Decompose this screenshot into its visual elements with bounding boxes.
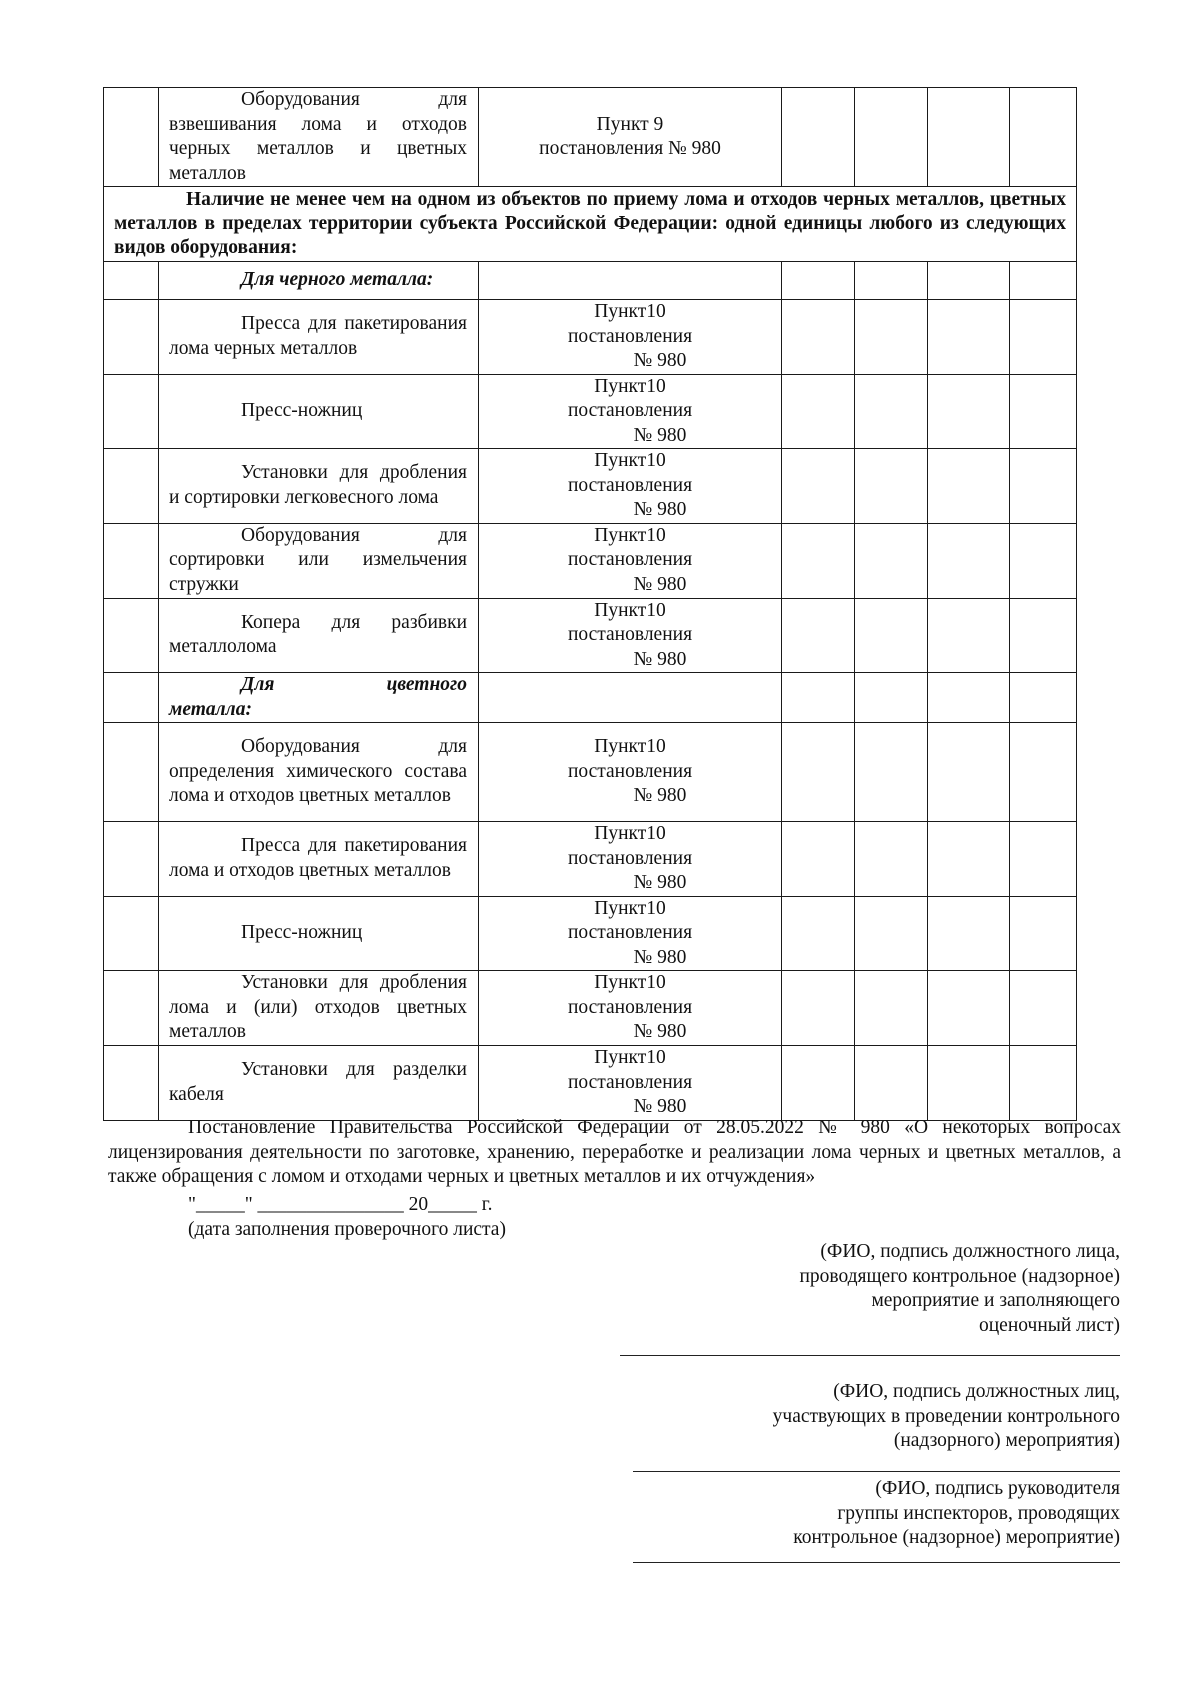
- answer-na-cell: [928, 822, 1010, 897]
- table-row: [104, 374, 1077, 449]
- sub-heading-line: [169, 673, 467, 698]
- comment-cell: [1010, 300, 1077, 375]
- description-cell: [159, 88, 479, 187]
- reference-line: Пункт10: [594, 599, 666, 621]
- description-cell: [159, 822, 479, 897]
- answer-no-cell: [855, 598, 928, 673]
- signature-line-group-leader: [633, 1562, 1120, 1563]
- reference-line: постановления: [567, 847, 693, 869]
- signature-caption-group-leader: [793, 1477, 1120, 1551]
- answer-yes-cell: [782, 723, 855, 822]
- row-number-cell: [104, 896, 159, 971]
- reference-line: постановления: [567, 549, 693, 571]
- reference-line: Пункт10: [594, 450, 666, 471]
- sub-heading-word: цветного: [386, 674, 467, 695]
- reference-cell: [479, 523, 782, 598]
- reference-cell: [479, 822, 782, 897]
- signature-caption-line: (надзорного) мероприятия): [893, 1430, 1120, 1451]
- reference-line: № 980: [633, 1096, 687, 1117]
- subheading-cell: [159, 262, 479, 300]
- answer-no-cell: [855, 971, 928, 1046]
- answer-no-cell: [855, 723, 928, 822]
- row-number-cell: [104, 262, 159, 300]
- signature-line-participants: [633, 1471, 1120, 1472]
- group-heading: Наличие не менее чем на одном из объектов по приему лома и отходов черных металлов, цветных металлов в пределах территории субъекта Российской Федерации: одной единицы любого из следующих видов оборудования:: [114, 189, 1066, 258]
- table-row: [104, 262, 1077, 300]
- requirement-description: Оборудования для сортировки или измельчения стружки: [169, 524, 467, 595]
- description-cell: [159, 1046, 479, 1121]
- comment-cell: [1010, 523, 1077, 598]
- row-number-cell: [104, 523, 159, 598]
- reference-line: Пункт10: [594, 736, 666, 758]
- answer-yes-cell: [782, 449, 855, 524]
- description-cell: [159, 523, 479, 598]
- answer-no-cell: [855, 449, 928, 524]
- reference-line: № 980: [633, 350, 687, 371]
- row-number-cell: [104, 88, 159, 187]
- table-row: [104, 822, 1077, 897]
- comment-cell: [1010, 88, 1077, 187]
- reference-line: Пункт10: [594, 1047, 666, 1068]
- answer-na-cell: [928, 374, 1010, 449]
- answer-yes-cell: [782, 374, 855, 449]
- signature-caption-line: участвующих в проведении контрольного: [772, 1405, 1120, 1427]
- reference-line: Пункт10: [594, 524, 666, 546]
- group-heading-cell: [104, 187, 1077, 262]
- reference-cell: [479, 971, 782, 1046]
- subheading-cell: [159, 673, 479, 723]
- answer-yes-cell: [782, 262, 855, 300]
- answer-na-cell: [928, 896, 1010, 971]
- signature-caption-line: группы инспекторов, проводящих: [837, 1502, 1120, 1524]
- reference-line: № 980: [633, 872, 687, 893]
- row-number-cell: [104, 822, 159, 897]
- answer-yes-cell: [782, 896, 855, 971]
- answer-yes-cell: [782, 523, 855, 598]
- comment-cell: [1010, 1046, 1077, 1121]
- reference-cell: [479, 88, 782, 187]
- answer-no-cell: [855, 1046, 928, 1121]
- signature-caption-line: оценочный лист): [978, 1314, 1120, 1336]
- row-number-cell: [104, 374, 159, 449]
- row-number-cell: [104, 300, 159, 375]
- requirement-description: Установки для дробления лома и (или) отходов цветных металлов: [169, 972, 467, 1043]
- description-cell: [159, 598, 479, 673]
- reference-line: постановления № 980: [539, 138, 721, 159]
- comment-cell: [1010, 598, 1077, 673]
- sub-heading: Для черного металла:: [241, 269, 434, 291]
- requirement-description: Пресса для пакетирования лома черных металлов: [169, 313, 467, 359]
- table-row: [104, 971, 1077, 1046]
- table-row: [104, 598, 1077, 673]
- signature-caption-line: мероприятие и заполняющего: [871, 1290, 1120, 1311]
- table-body: [104, 88, 1077, 1121]
- answer-na-cell: [928, 598, 1010, 673]
- comment-cell: [1010, 673, 1077, 723]
- requirement-description: Пресс-ножниц: [241, 922, 363, 943]
- table-row: [104, 449, 1077, 524]
- answer-no-cell: [855, 822, 928, 897]
- reference-line: Пункт10: [594, 897, 666, 919]
- reference-line: постановления: [567, 624, 693, 645]
- description-cell: [159, 449, 479, 524]
- answer-no-cell: [855, 523, 928, 598]
- reference-line: постановления: [567, 1071, 693, 1093]
- answer-yes-cell: [782, 88, 855, 187]
- sub-heading-line: металла:: [169, 698, 252, 720]
- signature-line-official: [620, 1355, 1120, 1356]
- answer-na-cell: [928, 300, 1010, 375]
- row-number-cell: [104, 1046, 159, 1121]
- requirement-description: Пресса для пакетирования лома и отходов цветных металлов: [169, 835, 467, 881]
- signature-caption-participants: [773, 1380, 1120, 1454]
- requirement-description: Установки для дробления и сортировки легковесного лома: [169, 462, 467, 508]
- answer-na-cell: [928, 971, 1010, 1046]
- reference-line: Пункт 9: [596, 113, 664, 135]
- answer-yes-cell: [782, 822, 855, 897]
- reference-cell: [479, 598, 782, 673]
- reference-cell: [479, 896, 782, 971]
- reference-line: № 980: [633, 573, 687, 595]
- answer-no-cell: [855, 374, 928, 449]
- comment-cell: [1010, 822, 1077, 897]
- answer-yes-cell: [782, 1046, 855, 1121]
- regulation-footnote: Постановление Правительства Российской Федерации от 28.05.2022 № 980 «О некоторых вопросах лицензирования деятельности по заготовке, хранению, переработке и реализации лома черных и цветных металлов, а также обращения с ломом и отходами черных и цветных металлов и их отчуждения»: [108, 1117, 1121, 1187]
- reference-cell: [479, 262, 782, 300]
- reference-line: № 980: [633, 1021, 687, 1043]
- reference-line: № 980: [633, 499, 687, 520]
- signature-caption-line: (ФИО, подпись должностных лиц,: [833, 1381, 1120, 1402]
- answer-yes-cell: [782, 673, 855, 723]
- reference-cell: [479, 723, 782, 822]
- table-row: [104, 673, 1077, 723]
- row-number-cell: [104, 449, 159, 524]
- row-number-cell: [104, 723, 159, 822]
- signature-caption-line: проводящего контрольное (надзорное): [799, 1265, 1120, 1287]
- reference-line: Пункт10: [594, 375, 666, 397]
- answer-na-cell: [928, 1046, 1010, 1121]
- description-cell: [159, 374, 479, 449]
- comment-cell: [1010, 971, 1077, 1046]
- reference-line: № 980: [633, 648, 687, 670]
- comment-cell: [1010, 723, 1077, 822]
- row-number-cell: [104, 673, 159, 723]
- comment-cell: [1010, 449, 1077, 524]
- table-row: [104, 896, 1077, 971]
- answer-no-cell: [855, 88, 928, 187]
- table-row: [104, 300, 1077, 375]
- reference-line: постановления: [567, 996, 693, 1018]
- comment-cell: [1010, 262, 1077, 300]
- comment-cell: [1010, 896, 1077, 971]
- sub-heading: [169, 673, 467, 722]
- requirement-description: Оборудования для определения химического состава лома и отходов цветных металлов: [169, 736, 467, 807]
- answer-na-cell: [928, 523, 1010, 598]
- requirement-description: Установки для разделки кабеля: [169, 1059, 467, 1105]
- signature-caption-line: (ФИО, подпись должностного лица,: [820, 1241, 1120, 1262]
- answer-no-cell: [855, 896, 928, 971]
- answer-na-cell: [928, 88, 1010, 187]
- comment-cell: [1010, 374, 1077, 449]
- reference-line: постановления: [567, 760, 693, 782]
- reference-cell: [479, 449, 782, 524]
- reference-cell: [479, 673, 782, 723]
- reference-cell: [479, 300, 782, 375]
- answer-na-cell: [928, 723, 1010, 822]
- reference-line: постановления: [567, 474, 693, 496]
- reference-line: Пункт10: [594, 823, 666, 844]
- table-row: [104, 523, 1077, 598]
- answer-na-cell: [928, 449, 1010, 524]
- description-cell: [159, 971, 479, 1046]
- description-cell: [159, 896, 479, 971]
- description-cell: [159, 723, 479, 822]
- table-row: [104, 723, 1077, 822]
- answer-no-cell: [855, 262, 928, 300]
- row-number-cell: [104, 598, 159, 673]
- reference-line: № 980: [633, 424, 687, 446]
- reference-line: постановления: [567, 325, 693, 347]
- table-row: [104, 1046, 1077, 1121]
- answer-no-cell: [855, 673, 928, 723]
- answer-na-cell: [928, 262, 1010, 300]
- date-caption: (дата заполнения проверочного листа): [188, 1219, 506, 1240]
- reference-line: № 980: [633, 785, 687, 807]
- requirement-description: Пресс-ножниц: [241, 400, 363, 421]
- signature-caption-official: [799, 1240, 1120, 1338]
- reference-line: № 980: [633, 946, 687, 968]
- reference-cell: [479, 1046, 782, 1121]
- requirement-description: Копера для разбивки металлолома: [169, 611, 467, 658]
- answer-no-cell: [855, 300, 928, 375]
- table-row: [104, 187, 1077, 262]
- requirements-table: [103, 87, 1077, 1121]
- answer-na-cell: [928, 673, 1010, 723]
- reference-line: постановления: [567, 922, 693, 943]
- reference-line: Пункт10: [594, 972, 666, 994]
- row-number-cell: [104, 971, 159, 1046]
- sub-heading-word: Для: [241, 674, 275, 695]
- date-field: "_____" _______________ 20_____ г.: [188, 1194, 493, 1215]
- answer-yes-cell: [782, 598, 855, 673]
- requirement-description: Оборудования для взвешивания лома и отходов черных металлов и цветных металлов: [169, 89, 467, 184]
- signature-caption-line: контрольное (надзорное) мероприятие): [793, 1527, 1120, 1548]
- table-row: [104, 88, 1077, 187]
- signature-caption-line: (ФИО, подпись руководителя: [875, 1478, 1120, 1499]
- reference-cell: [479, 374, 782, 449]
- answer-yes-cell: [782, 971, 855, 1046]
- reference-line: Пункт10: [594, 301, 666, 322]
- description-cell: [159, 300, 479, 375]
- reference-line: постановления: [567, 400, 693, 421]
- answer-yes-cell: [782, 300, 855, 375]
